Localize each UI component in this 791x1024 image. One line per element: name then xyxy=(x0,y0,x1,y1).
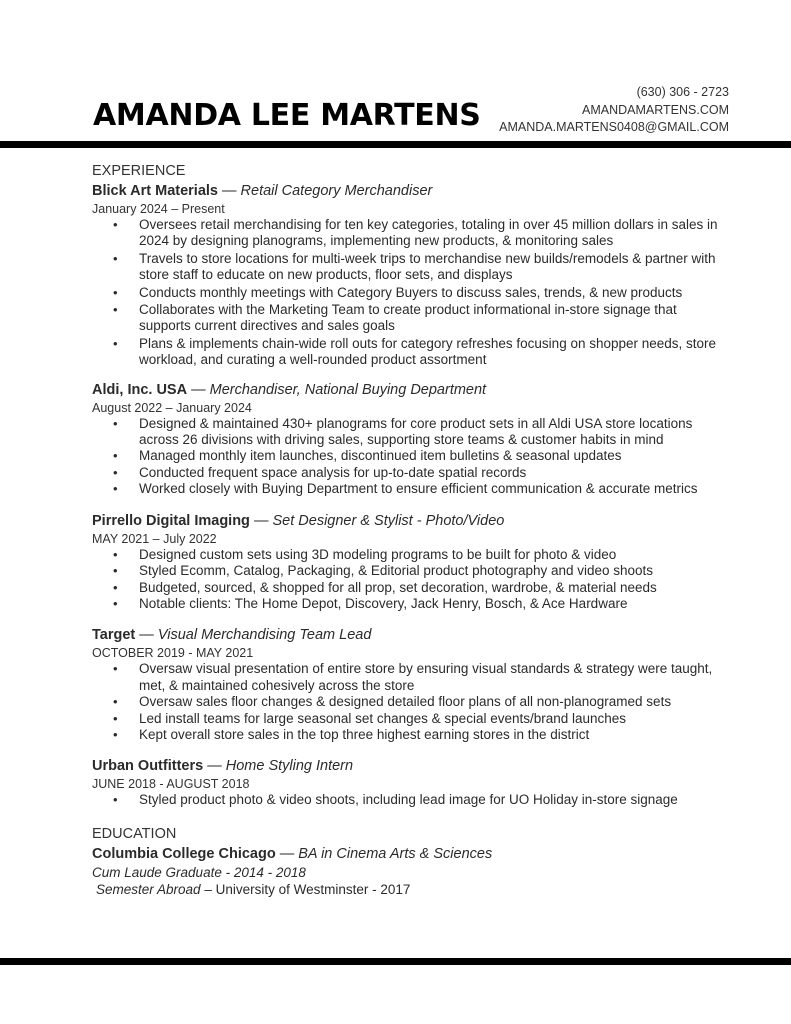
honors: Cum Laude Graduate - 2014 - 2018 xyxy=(92,864,306,880)
email: AMANDA.MARTENS0408@GMAIL.COM xyxy=(499,120,729,134)
education-heading: EDUCATION xyxy=(92,825,177,842)
bullet-item: • Led install teams for large seasonal set changes & special events/brand launches xyxy=(92,711,732,727)
company-name: Blick Art Materials xyxy=(92,183,218,199)
job-bullets xyxy=(92,547,732,613)
job-bullets xyxy=(92,416,732,498)
abroad-label: Semester Abroad xyxy=(96,881,201,897)
bullet-item: • Oversaw visual presentation of entire store by ensuring visual standards & strategy were taught, met, & maintained cohesively across the store xyxy=(92,661,732,694)
job-heading: Target — Visual Merchandising Team Lead xyxy=(92,627,372,644)
job-bullets xyxy=(92,661,732,743)
job-dates: January 2024 – Present xyxy=(92,202,225,216)
job-title: Set Designer & Stylist - Photo/Video xyxy=(272,512,505,529)
bullet-item: • Notable clients: The Home Depot, Discovery, Jack Henry, Bosch, & Ace Hardware xyxy=(92,596,732,612)
job-entry xyxy=(92,626,732,743)
job-entry xyxy=(92,182,732,369)
job-entry xyxy=(92,381,732,498)
job-heading: Blick Art Materials — Retail Category Merchandiser xyxy=(92,183,433,199)
job-heading: Pirrello Digital Imaging — Set Designer & Stylist - Photo/Video xyxy=(92,512,505,529)
job-bullets xyxy=(92,217,732,369)
bullet-item: • Kept overall store sales in the top three highest earning stores in the district xyxy=(92,727,732,743)
job-entry xyxy=(92,757,732,808)
job-title: Visual Merchandising Team Lead xyxy=(157,627,372,644)
job-entry xyxy=(92,512,732,613)
job-title: Retail Category Merchandiser xyxy=(240,183,433,199)
bullet-item: • Oversaw sales floor changes & designed detailed floor plans of all non-planogramed sets xyxy=(92,694,732,710)
company-name: Target xyxy=(92,627,136,644)
footer-divider xyxy=(0,958,791,965)
resume-body xyxy=(92,162,732,898)
bullet-item: • Styled Ecomm, Catalog, Packaging, & Editorial product photography and video shoots xyxy=(92,563,732,579)
bullet-item: • Conducted frequent space analysis for up-to-date spatial records xyxy=(92,465,732,481)
bullet-item: • Collaborates with the Marketing Team to create product informational in-store signage that supports current directives and sales goals xyxy=(92,302,732,335)
bullet-item: • Styled product photo & video shoots, including lead image for UO Holiday in-store signage xyxy=(92,792,732,808)
degree: BA in Cinema Arts & Sciences xyxy=(298,845,493,862)
study-abroad: Semester Abroad – University of Westminster - 2017 xyxy=(96,881,411,897)
bullet-item: • Designed custom sets using 3D modeling programs to be built for photo & video xyxy=(92,547,732,563)
job-dates: OCTOBER 2019 - MAY 2021 xyxy=(92,646,254,661)
resume-name: AMANDA LEE MARTENS xyxy=(93,98,481,133)
bullet-item: • Budgeted, sourced, & shopped for all prop, set decoration, wardrobe, & material needs xyxy=(92,580,732,596)
contact-block xyxy=(499,84,729,137)
phone-number: (630) 306 - 2723 xyxy=(636,85,729,99)
company-name: Urban Outfitters xyxy=(92,758,204,775)
website: AMANDAMARTENS.COM xyxy=(581,102,729,117)
header-divider xyxy=(0,141,791,148)
job-heading: Aldi, Inc. USA — Merchandiser, National Buying Department xyxy=(92,381,487,398)
bullet-item: • Oversees retail merchandising for ten key categories, totaling in over 45 million dollars in sales in 2024 by designing planograms, implementing new products, & monitoring sales xyxy=(92,217,732,250)
experience-heading: EXPERIENCE xyxy=(92,163,186,179)
job-title: Home Styling Intern xyxy=(225,758,354,775)
company-name: Aldi, Inc. USA xyxy=(92,381,188,398)
abroad-detail: University of Westminster - 2017 xyxy=(215,881,411,897)
job-dates: August 2022 – January 2024 xyxy=(92,400,252,415)
bullet-item: • Worked closely with Buying Department to ensure efficient communication & accurate metrics xyxy=(92,481,732,497)
job-dates: MAY 2021 – July 2022 xyxy=(92,531,217,546)
company-name: Pirrello Digital Imaging xyxy=(92,512,250,529)
school-name: Columbia College Chicago xyxy=(92,845,276,862)
job-bullets xyxy=(92,792,732,808)
bullet-item: • Managed monthly item launches, discontinued item bulletins & seasonal updates xyxy=(92,448,732,464)
job-dates: JUNE 2018 - AUGUST 2018 xyxy=(92,777,250,792)
bullet-item: • Plans & implements chain-wide roll outs for category refreshes focusing on shopper needs, store workload, and curating a well-rounded product assortment xyxy=(92,336,732,369)
bullet-item: • Designed & maintained 430+ planograms for core product sets in all Aldi USA store locations across 26 divisions with driving sales, supporting store teams & customer habits in mind xyxy=(92,416,732,449)
bullet-item: • Conducts monthly meetings with Category Buyers to discuss sales, trends, & new products xyxy=(92,285,732,301)
bullet-item: • Travels to store locations for multi-week trips to merchandise new builds/remodels & partner with store staff to educate on new products, floor sets, and displays xyxy=(92,251,732,284)
job-heading: Urban Outfitters — Home Styling Intern xyxy=(92,758,354,775)
education-heading-line: Columbia College Chicago — BA in Cinema Arts & Sciences xyxy=(92,845,493,862)
job-title: Merchandiser, National Buying Department xyxy=(209,381,487,398)
